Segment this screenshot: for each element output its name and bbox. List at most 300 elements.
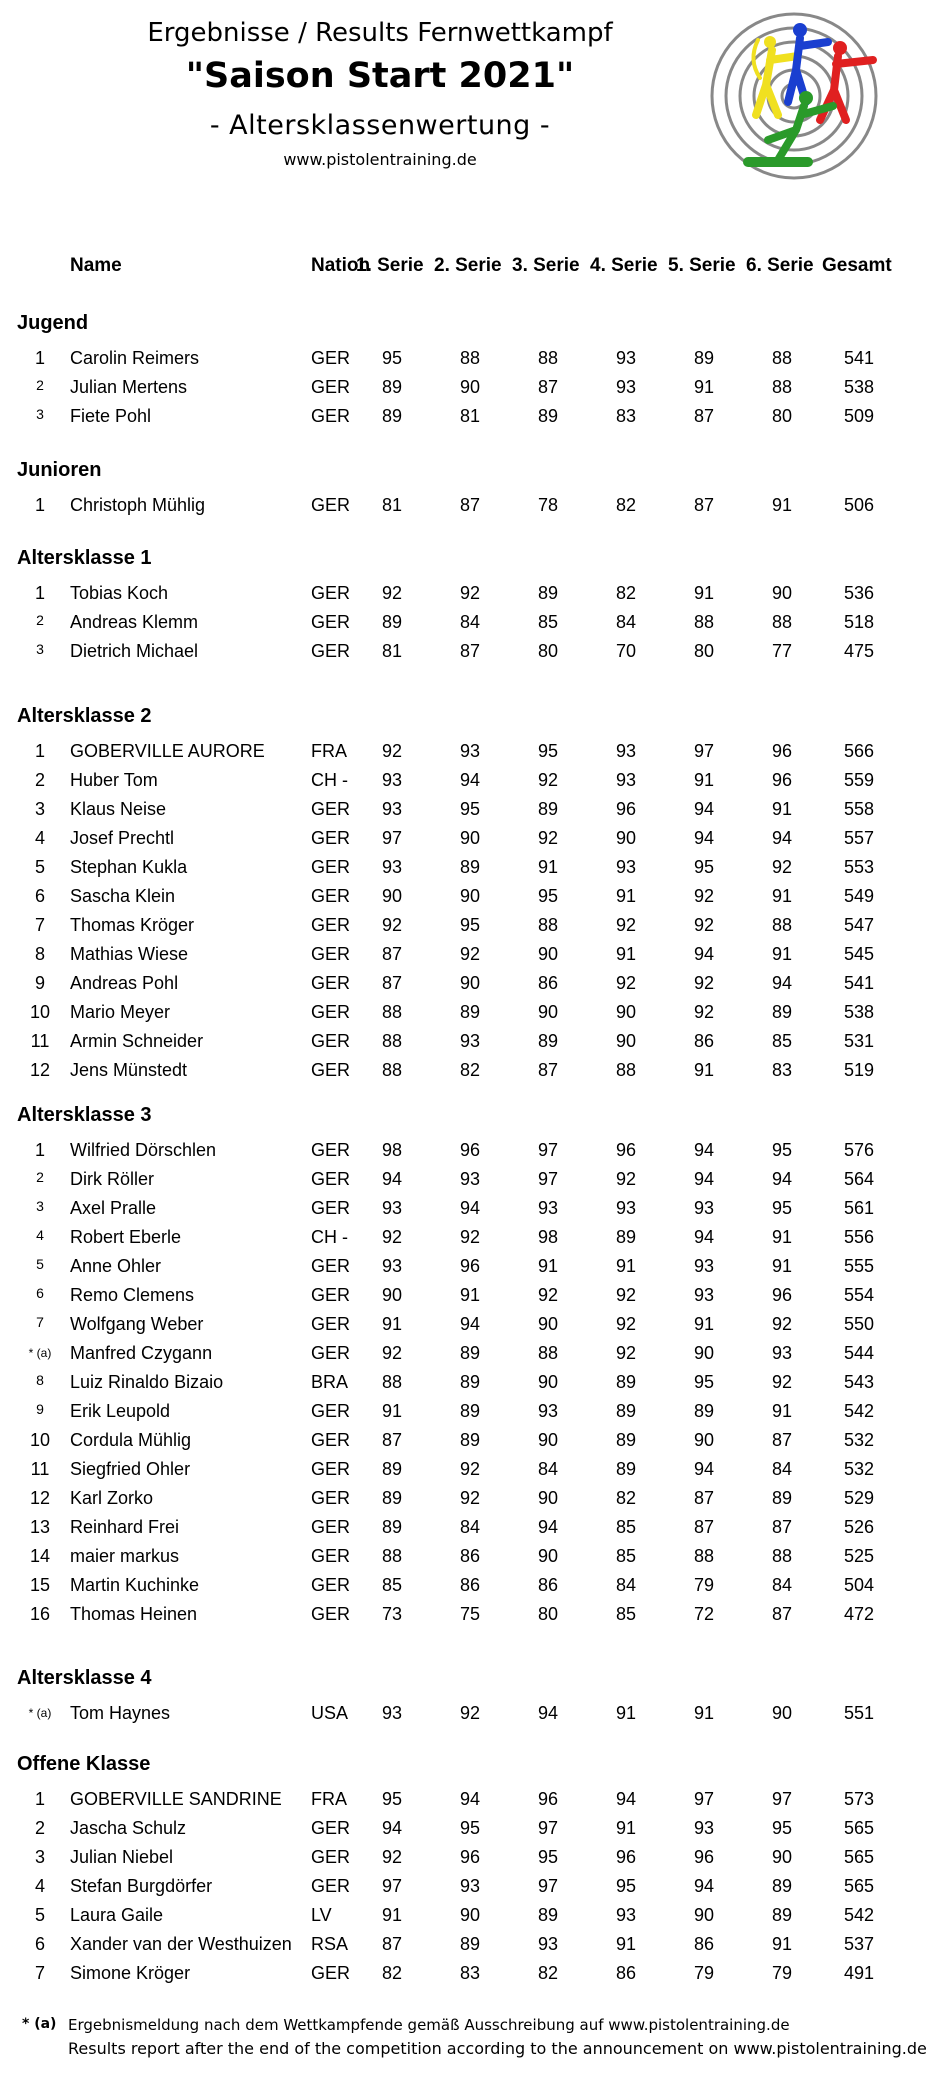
serie-1-cell: 87 — [381, 1430, 402, 1450]
serie-6-cell: 89 — [771, 1876, 792, 1896]
table-row — [0, 1542, 951, 1571]
nation-cell: GER — [311, 1847, 351, 1867]
section-title: Jugend — [17, 312, 89, 334]
serie-3-cell: 90 — [537, 1546, 558, 1566]
serie-5-cell: 94 — [693, 1459, 714, 1479]
nation-cell: GER — [311, 857, 351, 877]
serie-6-cell: 90 — [771, 583, 792, 603]
serie-3-cell: 91 — [537, 1256, 558, 1276]
serie-5-cell: 94 — [693, 944, 714, 964]
nation-cell: GER — [311, 799, 351, 819]
total-cell: 526 — [843, 1517, 874, 1537]
nation-cell: GER — [311, 1818, 351, 1838]
table-row — [0, 373, 951, 402]
serie-3-cell: 97 — [537, 1140, 558, 1160]
serie-4-cell: 84 — [615, 1575, 636, 1595]
serie-1-cell: 93 — [381, 1256, 402, 1276]
total-cell: 576 — [843, 1140, 874, 1160]
serie-3-cell: 97 — [537, 1876, 558, 1896]
name-cell: Sascha Klein — [70, 886, 176, 906]
rank-cell: 4 — [34, 828, 45, 848]
serie-3-cell: 89 — [537, 406, 558, 426]
serie-5-cell: 87 — [693, 1517, 714, 1537]
total-cell: 538 — [843, 1002, 874, 1022]
rank-cell: 15 — [29, 1575, 51, 1595]
nation-cell: CH - — [311, 1227, 348, 1247]
total-cell: 532 — [843, 1459, 874, 1479]
nation-cell: GER — [311, 495, 351, 515]
nation-cell: GER — [311, 828, 351, 848]
rank-cell: 4 — [34, 1876, 45, 1896]
serie-2-cell: 89 — [459, 1002, 480, 1022]
serie-2-cell: 84 — [459, 612, 480, 632]
serie-2-cell: 89 — [459, 1401, 480, 1421]
serie-6-cell: 97 — [771, 1789, 792, 1809]
serie-4-cell: 96 — [615, 1140, 636, 1160]
nation-cell: GER — [311, 1002, 351, 1022]
table-row — [0, 579, 951, 608]
rank-cell: * (a) — [28, 1346, 52, 1360]
serie-5-cell: 94 — [693, 828, 714, 848]
serie-4-cell: 91 — [615, 886, 636, 906]
serie-3-cell: 82 — [537, 1963, 558, 1983]
serie-4-cell: 91 — [615, 1934, 636, 1954]
column-header-serie-1: 1. Serie — [356, 255, 424, 276]
serie-4-cell: 90 — [615, 1002, 636, 1022]
footnote-german: Ergebnismeldung nach dem Wettkampfende gemäß Ausschreibung auf www.pistolentraining.de — [68, 2016, 790, 2034]
name-cell: Thomas Heinen — [70, 1604, 198, 1624]
serie-2-cell: 94 — [459, 770, 480, 790]
nation-cell: GER — [311, 1285, 351, 1305]
serie-1-cell: 88 — [381, 1546, 402, 1566]
serie-2-cell: 92 — [459, 944, 480, 964]
serie-4-cell: 82 — [615, 583, 636, 603]
total-cell: 541 — [843, 348, 874, 368]
serie-4-cell: 85 — [615, 1546, 636, 1566]
table-row — [0, 402, 951, 431]
serie-5-cell: 92 — [693, 915, 714, 935]
serie-1-cell: 89 — [381, 377, 402, 397]
name-cell: Klaus Neise — [70, 799, 167, 819]
total-cell: 564 — [843, 1169, 874, 1189]
total-cell: 541 — [843, 973, 874, 993]
serie-5-cell: 72 — [693, 1604, 714, 1624]
serie-1-cell: 92 — [381, 741, 402, 761]
rank-cell: 3 — [36, 406, 44, 422]
rank-cell: * (a) — [28, 1706, 52, 1720]
serie-6-cell: 91 — [771, 1256, 792, 1276]
column-header-total: Gesamt — [822, 255, 892, 276]
serie-2-cell: 89 — [459, 1372, 480, 1392]
column-header-name: Name — [70, 255, 122, 276]
serie-5-cell: 90 — [693, 1905, 714, 1925]
nation-cell: GER — [311, 1314, 351, 1334]
rank-cell: 1 — [34, 583, 45, 603]
serie-5-cell: 94 — [693, 799, 714, 819]
serie-2-cell: 87 — [459, 641, 480, 661]
serie-1-cell: 97 — [381, 828, 402, 848]
rank-cell: 7 — [34, 915, 45, 935]
serie-1-cell: 91 — [381, 1401, 402, 1421]
serie-1-cell: 88 — [381, 1372, 402, 1392]
rank-cell: 11 — [30, 1459, 50, 1479]
serie-2-cell: 86 — [459, 1575, 480, 1595]
serie-2-cell: 95 — [459, 799, 480, 819]
table-row — [0, 1785, 951, 1814]
ranking-subtitle: - Altersklassenwertung - — [209, 110, 551, 141]
serie-6-cell: 87 — [771, 1517, 792, 1537]
total-cell: 537 — [843, 1934, 874, 1954]
serie-2-cell: 92 — [459, 1459, 480, 1479]
serie-1-cell: 90 — [381, 886, 402, 906]
table-row — [0, 1571, 951, 1600]
total-cell: 542 — [843, 1401, 874, 1421]
serie-2-cell: 93 — [459, 741, 480, 761]
column-header-serie-5: 5. Serie — [668, 255, 736, 276]
section-title: Altersklasse 2 — [17, 705, 152, 727]
serie-4-cell: 88 — [615, 1060, 636, 1080]
serie-6-cell: 77 — [771, 641, 792, 661]
serie-6-cell: 80 — [771, 406, 792, 426]
serie-3-cell: 90 — [537, 944, 558, 964]
serie-6-cell: 95 — [771, 1198, 792, 1218]
name-cell: Wolfgang Weber — [70, 1314, 204, 1334]
serie-5-cell: 91 — [693, 1314, 714, 1334]
nation-cell: CH - — [311, 770, 348, 790]
serie-3-cell: 91 — [537, 857, 558, 877]
table-row — [0, 1194, 951, 1223]
total-cell: 551 — [843, 1703, 874, 1723]
serie-4-cell: 89 — [615, 1227, 636, 1247]
table-row — [0, 1930, 951, 1959]
serie-2-cell: 92 — [459, 1488, 480, 1508]
nation-cell: GER — [311, 1488, 351, 1508]
serie-2-cell: 86 — [459, 1546, 480, 1566]
serie-3-cell: 90 — [537, 1488, 558, 1508]
serie-3-cell: 88 — [537, 915, 558, 935]
footnote-mark: * (a) — [22, 2016, 57, 2032]
serie-4-cell: 96 — [615, 799, 636, 819]
serie-6-cell: 94 — [771, 1169, 792, 1189]
serie-1-cell: 91 — [381, 1314, 402, 1334]
serie-1-cell: 95 — [381, 1789, 402, 1809]
serie-4-cell: 93 — [615, 741, 636, 761]
serie-3-cell: 92 — [537, 1285, 558, 1305]
table-row — [0, 795, 951, 824]
serie-2-cell: 92 — [459, 1703, 480, 1723]
serie-3-cell: 96 — [537, 1789, 558, 1809]
table-row — [0, 766, 951, 795]
column-header-serie-6: 6. Serie — [746, 255, 814, 276]
name-cell: Reinhard Frei — [70, 1517, 180, 1537]
serie-4-cell: 93 — [615, 770, 636, 790]
serie-6-cell: 96 — [771, 741, 792, 761]
serie-6-cell: 84 — [771, 1459, 792, 1479]
serie-1-cell: 97 — [381, 1876, 402, 1896]
serie-3-cell: 98 — [537, 1227, 558, 1247]
total-cell: 573 — [843, 1789, 874, 1809]
serie-6-cell: 88 — [771, 1546, 792, 1566]
table-row — [0, 1368, 951, 1397]
rank-cell: 12 — [29, 1488, 51, 1508]
nation-cell: GER — [311, 1060, 351, 1080]
serie-5-cell: 94 — [693, 1169, 714, 1189]
name-cell: Andreas Klemm — [70, 612, 199, 632]
table-row — [0, 1426, 951, 1455]
serie-6-cell: 95 — [771, 1818, 792, 1838]
serie-5-cell: 90 — [693, 1430, 714, 1450]
rank-cell: 8 — [34, 944, 45, 964]
serie-6-cell: 89 — [771, 1488, 792, 1508]
serie-6-cell: 90 — [771, 1847, 792, 1867]
serie-5-cell: 93 — [693, 1285, 714, 1305]
serie-4-cell: 92 — [615, 973, 636, 993]
name-cell: Andreas Pohl — [70, 973, 179, 993]
serie-4-cell: 93 — [615, 1198, 636, 1218]
total-cell: 531 — [843, 1031, 874, 1051]
name-cell: Thomas Kröger — [70, 915, 195, 935]
serie-5-cell: 97 — [693, 741, 714, 761]
serie-6-cell: 91 — [771, 495, 792, 515]
serie-5-cell: 80 — [693, 641, 714, 661]
serie-5-cell: 96 — [693, 1847, 714, 1867]
rank-cell: 12 — [29, 1060, 51, 1080]
serie-1-cell: 89 — [381, 612, 402, 632]
rank-cell: 14 — [29, 1546, 51, 1566]
name-cell: Christoph Mühlig — [70, 495, 206, 515]
serie-1-cell: 92 — [381, 583, 402, 603]
name-cell: Julian Niebel — [70, 1847, 174, 1867]
column-header-serie-4: 4. Serie — [590, 255, 658, 276]
serie-1-cell: 88 — [381, 1031, 402, 1051]
serie-4-cell: 96 — [615, 1847, 636, 1867]
serie-3-cell: 89 — [537, 1905, 558, 1925]
rank-cell: 6 — [34, 886, 45, 906]
section-title: Altersklasse 1 — [17, 547, 152, 569]
section-title: Altersklasse 4 — [17, 1667, 152, 1689]
serie-3-cell: 93 — [537, 1401, 558, 1421]
table-row — [0, 1397, 951, 1426]
serie-5-cell: 97 — [693, 1789, 714, 1809]
event-title: "Saison Start 2021" — [185, 56, 575, 96]
serie-5-cell: 93 — [693, 1198, 714, 1218]
total-cell: 565 — [843, 1818, 874, 1838]
name-cell: Martin Kuchinke — [70, 1575, 200, 1595]
rank-cell: 1 — [34, 495, 45, 515]
serie-1-cell: 89 — [381, 406, 402, 426]
serie-2-cell: 89 — [459, 857, 480, 877]
serie-4-cell: 89 — [615, 1372, 636, 1392]
serie-3-cell: 95 — [537, 1847, 558, 1867]
table-row — [0, 1165, 951, 1194]
serie-2-cell: 96 — [459, 1140, 480, 1160]
total-cell: 566 — [843, 741, 874, 761]
serie-6-cell: 88 — [771, 915, 792, 935]
serie-3-cell: 88 — [537, 348, 558, 368]
serie-6-cell: 92 — [771, 1372, 792, 1392]
nation-cell: GER — [311, 1198, 351, 1218]
rank-cell: 3 — [36, 641, 44, 657]
name-cell: Siegfried Ohler — [70, 1459, 191, 1479]
serie-2-cell: 89 — [459, 1343, 480, 1363]
table-row — [0, 1027, 951, 1056]
serie-3-cell: 92 — [537, 828, 558, 848]
serie-6-cell: 96 — [771, 1285, 792, 1305]
total-cell: 538 — [843, 377, 874, 397]
nation-cell: GER — [311, 1517, 351, 1537]
serie-6-cell: 90 — [771, 1703, 792, 1723]
serie-4-cell: 83 — [615, 406, 636, 426]
name-cell: Fiete Pohl — [70, 406, 152, 426]
serie-3-cell: 89 — [537, 583, 558, 603]
nation-cell: GER — [311, 583, 351, 603]
serie-3-cell: 90 — [537, 1372, 558, 1392]
serie-4-cell: 93 — [615, 1905, 636, 1925]
rank-cell: 7 — [36, 1314, 44, 1330]
serie-1-cell: 89 — [381, 1488, 402, 1508]
name-cell: Tobias Koch — [70, 583, 169, 603]
serie-3-cell: 87 — [537, 1060, 558, 1080]
rank-cell: 3 — [34, 1847, 45, 1867]
table-row — [0, 1484, 951, 1513]
serie-2-cell: 83 — [459, 1963, 480, 1983]
column-header-serie-3: 3. Serie — [512, 255, 580, 276]
serie-6-cell: 88 — [771, 348, 792, 368]
table-row — [0, 882, 951, 911]
table-row — [0, 737, 951, 766]
total-cell: 556 — [843, 1227, 874, 1247]
serie-3-cell: 85 — [537, 612, 558, 632]
total-cell: 553 — [843, 857, 874, 877]
serie-3-cell: 93 — [537, 1934, 558, 1954]
serie-4-cell: 91 — [615, 1256, 636, 1276]
serie-6-cell: 83 — [771, 1060, 792, 1080]
serie-6-cell: 92 — [771, 857, 792, 877]
total-cell: 529 — [843, 1488, 874, 1508]
serie-2-cell: 89 — [459, 1430, 480, 1450]
serie-1-cell: 73 — [381, 1604, 402, 1624]
total-cell: 550 — [843, 1314, 874, 1334]
table-row — [0, 1814, 951, 1843]
table-row — [0, 1600, 951, 1629]
nation-cell: GER — [311, 1169, 351, 1189]
rank-cell: 2 — [36, 1169, 44, 1185]
serie-1-cell: 89 — [381, 1459, 402, 1479]
table-row — [0, 1843, 951, 1872]
nation-cell: GER — [311, 1604, 351, 1624]
serie-1-cell: 93 — [381, 799, 402, 819]
serie-4-cell: 89 — [615, 1401, 636, 1421]
serie-1-cell: 92 — [381, 1343, 402, 1363]
serie-3-cell: 95 — [537, 741, 558, 761]
serie-2-cell: 90 — [459, 377, 480, 397]
serie-6-cell: 89 — [771, 1002, 792, 1022]
serie-2-cell: 91 — [459, 1285, 480, 1305]
serie-4-cell: 82 — [615, 1488, 636, 1508]
serie-2-cell: 82 — [459, 1060, 480, 1080]
serie-6-cell: 94 — [771, 828, 792, 848]
table-row — [0, 1959, 951, 1988]
website-link[interactable]: www.pistolentraining.de — [283, 150, 477, 169]
name-cell: Anne Ohler — [70, 1256, 162, 1276]
table-row — [0, 1872, 951, 1901]
serie-2-cell: 95 — [459, 915, 480, 935]
serie-6-cell: 91 — [771, 944, 792, 964]
table-row — [0, 1339, 951, 1368]
table-row — [0, 1223, 951, 1252]
serie-5-cell: 92 — [693, 973, 714, 993]
serie-3-cell: 94 — [537, 1517, 558, 1537]
serie-5-cell: 90 — [693, 1343, 714, 1363]
serie-4-cell: 90 — [615, 1031, 636, 1051]
table-row — [0, 1310, 951, 1339]
serie-4-cell: 91 — [615, 1818, 636, 1838]
rank-cell: 1 — [34, 348, 45, 368]
serie-5-cell: 79 — [693, 1575, 714, 1595]
table-row — [0, 1252, 951, 1281]
total-cell: 504 — [843, 1575, 874, 1595]
serie-5-cell: 92 — [693, 886, 714, 906]
total-cell: 506 — [843, 495, 874, 515]
serie-5-cell: 94 — [693, 1876, 714, 1896]
name-cell: Carolin Reimers — [70, 348, 200, 368]
table-row — [0, 940, 951, 969]
serie-3-cell: 97 — [537, 1818, 558, 1838]
table-row — [0, 1455, 951, 1484]
serie-1-cell: 87 — [381, 973, 402, 993]
rank-cell: 2 — [34, 1818, 45, 1838]
total-cell: 472 — [843, 1604, 874, 1624]
column-header-nation: Nation — [311, 255, 371, 276]
serie-2-cell: 94 — [459, 1198, 480, 1218]
nation-cell: LV — [311, 1905, 332, 1925]
serie-4-cell: 93 — [615, 857, 636, 877]
serie-5-cell: 91 — [693, 1703, 714, 1723]
serie-4-cell: 70 — [615, 641, 636, 661]
total-cell: 558 — [843, 799, 874, 819]
total-cell: 565 — [843, 1876, 874, 1896]
serie-5-cell: 95 — [693, 1372, 714, 1392]
serie-1-cell: 94 — [381, 1818, 402, 1838]
name-cell: maier markus — [70, 1546, 180, 1566]
nation-cell: GER — [311, 1401, 351, 1421]
serie-2-cell: 81 — [459, 406, 480, 426]
nation-cell: GER — [311, 944, 351, 964]
total-cell: 509 — [843, 406, 874, 426]
rank-cell: 7 — [34, 1963, 45, 1983]
serie-5-cell: 89 — [693, 348, 714, 368]
rank-cell: 5 — [36, 1256, 44, 1272]
total-cell: 536 — [843, 583, 874, 603]
serie-5-cell: 86 — [693, 1031, 714, 1051]
name-cell: Axel Pralle — [70, 1198, 157, 1218]
table-row — [0, 911, 951, 940]
serie-2-cell: 88 — [459, 348, 480, 368]
name-cell: Robert Eberle — [70, 1227, 182, 1247]
rank-cell: 16 — [29, 1604, 51, 1624]
name-cell: Remo Clemens — [70, 1285, 195, 1305]
serie-2-cell: 90 — [459, 1905, 480, 1925]
total-cell: 549 — [843, 886, 874, 906]
rank-cell: 4 — [36, 1227, 44, 1243]
serie-5-cell: 91 — [693, 377, 714, 397]
serie-4-cell: 94 — [615, 1789, 636, 1809]
serie-2-cell: 94 — [459, 1314, 480, 1334]
table-row — [0, 853, 951, 882]
serie-4-cell: 82 — [615, 495, 636, 515]
total-cell: 542 — [843, 1905, 874, 1925]
name-cell: Josef Prechtl — [70, 828, 175, 848]
